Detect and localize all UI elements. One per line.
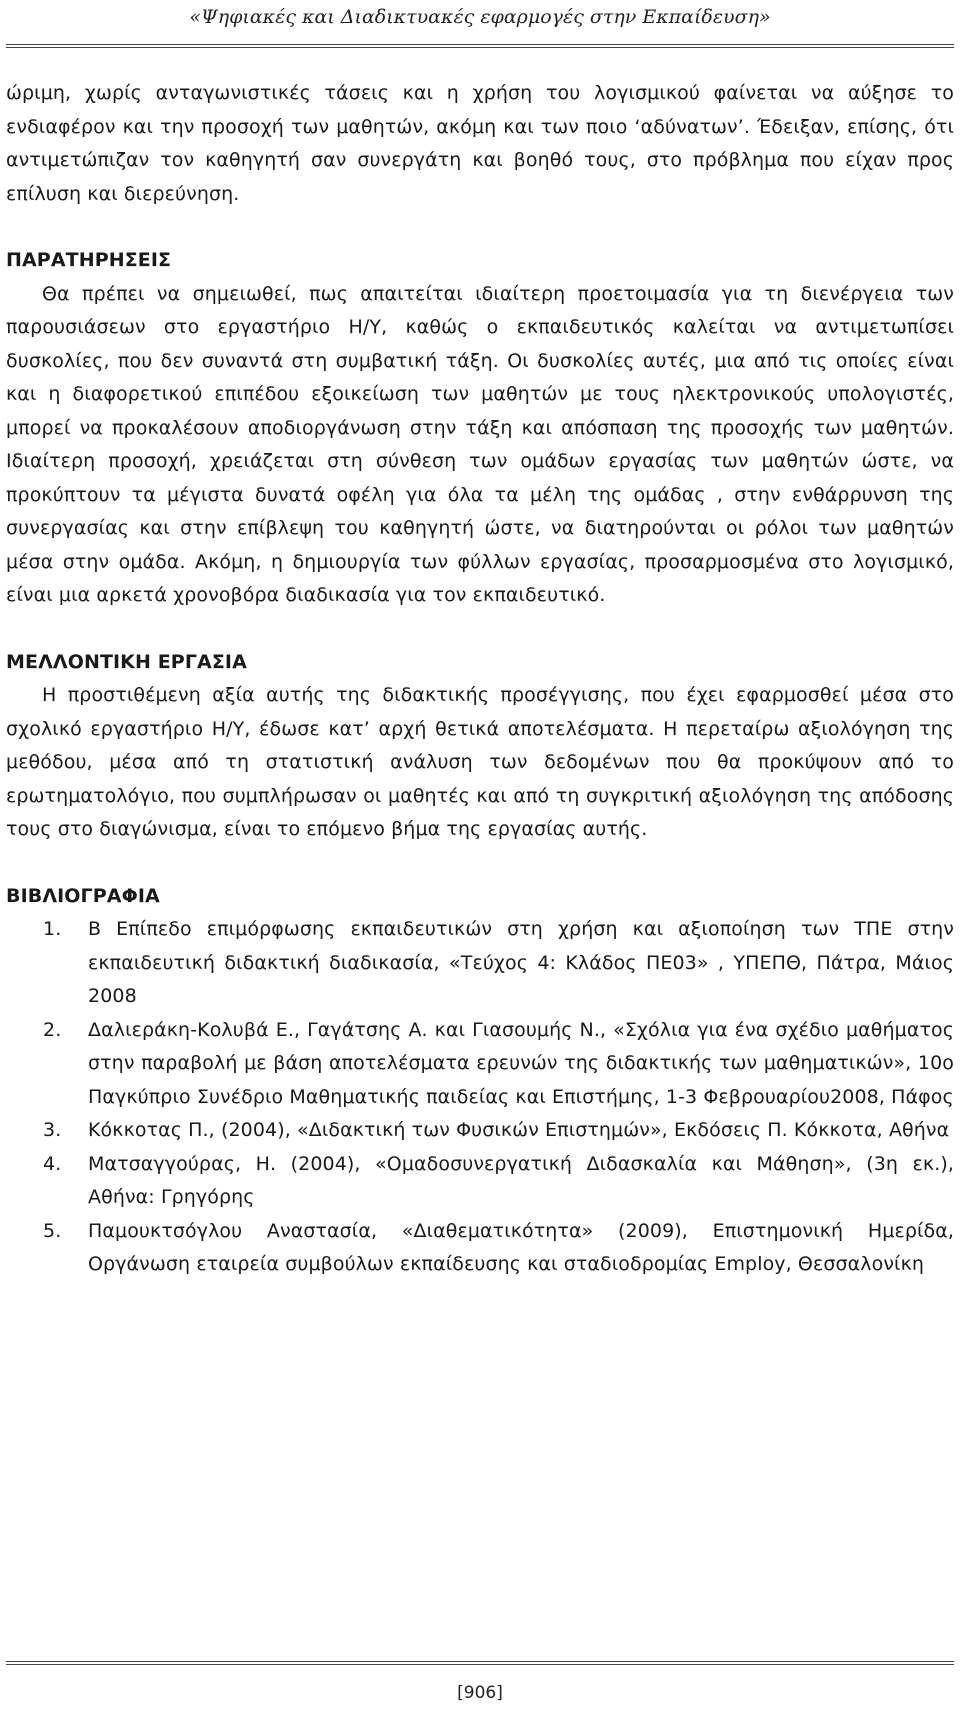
bibliography-item [6,1215,954,1282]
bibliography-text: Κόκκοτας Π., (2004), «Διδακτική των Φυσικών Επιστημών», Εκδόσεις Π. Κόκκοτα, Αθήνα [88,1119,950,1141]
remarks-heading: ΠΑΡΑΤΗΡΗΣΕΙΣ [6,249,172,271]
bibliography-number: 2. [43,1018,62,1041]
bibliography-item [6,1114,954,1148]
intro-paragraph: ώριμη, χωρίς ανταγωνιστικές τάσεις και η χρήση του λογισμικού φαίνεται να αύξησε το ενδιαφέρον και την προσοχή των μαθητών, ακόμη και των ποιο ‘αδύνατων’. Έδειξαν, επίσης, ότι αντιμετώπιζαν τον καθηγητή σαν συνεργάτη και βοηθό τους, στο πρόβλημα που είχαν προς επίλυση και διερεύνηση. [6,82,954,205]
bibliography-number: 4. [43,1152,62,1175]
future-work-heading: ΜΕΛΛΟΝΤΙΚΗ ΕΡΓΑΣΙΑ [6,650,247,673]
footer-rule-double [6,1664,954,1665]
page-number: [906] [457,1683,503,1703]
bibliography-text: Παμουκτσόγλου Αναστασία, «Διαθεματικότητα» (2009), Επιστημονική Ημερίδα, Οργάνωση εταιρεία συμβούλων εκπαίδευσης και σταδιοδρομίας Employ, Θεσσαλονίκη [88,1219,954,1275]
header-rule [6,44,954,45]
remarks-paragraph: Θα πρέπει να σημειωθεί, πως απαιτείται ιδιαίτερη προετοιμασία για τη διενέργεια των παρουσιάσεων στο εργαστήριο Η/Υ, καθώς ο εκπαιδευτικός καλείται να αντιμετωπίσει δυσκολίες, που δεν συναντά στη συμβατική τάξη. Οι δυσκολίες αυτές, μια από τις οποίες είναι και η διαφορετικού επιπέδου εξοικείωση των μαθητών με τους ηλεκτρονικούς υπολογιστές, μπορεί να προκαλέσουν αποδιοργάνωση στην τάξη και απόσπαση της προσοχής των μαθητών. Ιδιαίτερη προσοχή, χρειάζεται στη σύνθεση των ομάδων εργασίας των μαθητών ώστε, να προκύπτουν τα μέγιστα δυνατά οφέλη για όλα τα μέλη της ομάδας , στην ενθάρρυνση της συνεργασίας και στην επίβλεψη του καθηγητή ώστε, να διατηρούνται οι ρόλοι των μαθητών μέσα στην ομάδα. Ακόμη, η δημιουργία των φύλλων εργασίας, προσαρμοσμένα στο λογισμικό, είναι μια αρκετά χρονοβόρα διαδικασία για τον εκπαιδευτικό. [6,282,954,606]
footer-rule [6,1661,954,1662]
bibliography-item [6,913,954,1014]
page-body [6,77,954,1282]
bibliography-text: Δαλιεράκη-Κολυβά Ε., Γαγάτσης Α. και Γιασουμής Ν., «Σχόλια για ένα σχέδιο μαθήματος στην παραβολή με βάση αποτελέσματα ερευνών της διδακτικής των μαθηματικών», 10ο Παγκύπριο Συνέδριο Μαθηματικής παιδείας και Επιστήμης, 1-3 Φεβρουαρίου2008, Πάφος [88,1018,954,1108]
spacer [6,847,954,880]
bibliography-text: Ματσαγγούρας, Η. (2004), «Ομαδοσυνεργατική Διδασκαλία και Μάθηση», (3η εκ.), Αθήνα: Γρηγόρης [88,1152,954,1208]
bibliography-number: 3. [43,1119,62,1141]
bibliography-item [6,1014,954,1115]
spacer [6,211,954,244]
bibliography-number: 1. [43,918,62,940]
bibliography-text: Β Επίπεδο επιμόρφωσης εκπαιδευτικών στη χρήση και αξιοποίηση των ΤΠΕ στην εκπαιδευτική διδακτική διαδικασία, «Τεύχος 4: Κλάδος ΠΕ03» , ΥΠΕΠΘ, Πάτρα, Μάιος 2008 [88,918,954,1007]
spacer [6,613,954,646]
running-header: «Ψηφιακές και Διαδικτυακές εφαρμογές στην Εκπαίδευση» [189,6,771,28]
future-work-paragraph: Η προστιθέμενη αξία αυτής της διδακτικής προσέγγισης, που έχει εφαρμοσθεί μέσα στο σχολικό εργαστήριο Η/Υ, έδωσε κατ’ αρχή θετικά αποτελέσματα. Η περεταίρω αξιολόγηση της μεθόδου, μέσα από τη στατιστική ανάλυση των δεδομένων που θα προκύψουν από το ερωτηματολόγιο, που συμπλήρωσαν οι μαθητές και από τη συγκριτική αξιολόγηση της απόδοσης τους στο διαγώνισμα, είναι το επόμενο βήμα της εργασίας αυτής. [6,684,954,840]
bibliography-number: 5. [43,1219,62,1242]
bibliography-list [6,913,954,1282]
header-rule-double [6,47,954,48]
bibliography-item [6,1148,954,1215]
bibliography-heading: ΒΙΒΛΙΟΓΡΑΦΙΑ [6,884,160,907]
